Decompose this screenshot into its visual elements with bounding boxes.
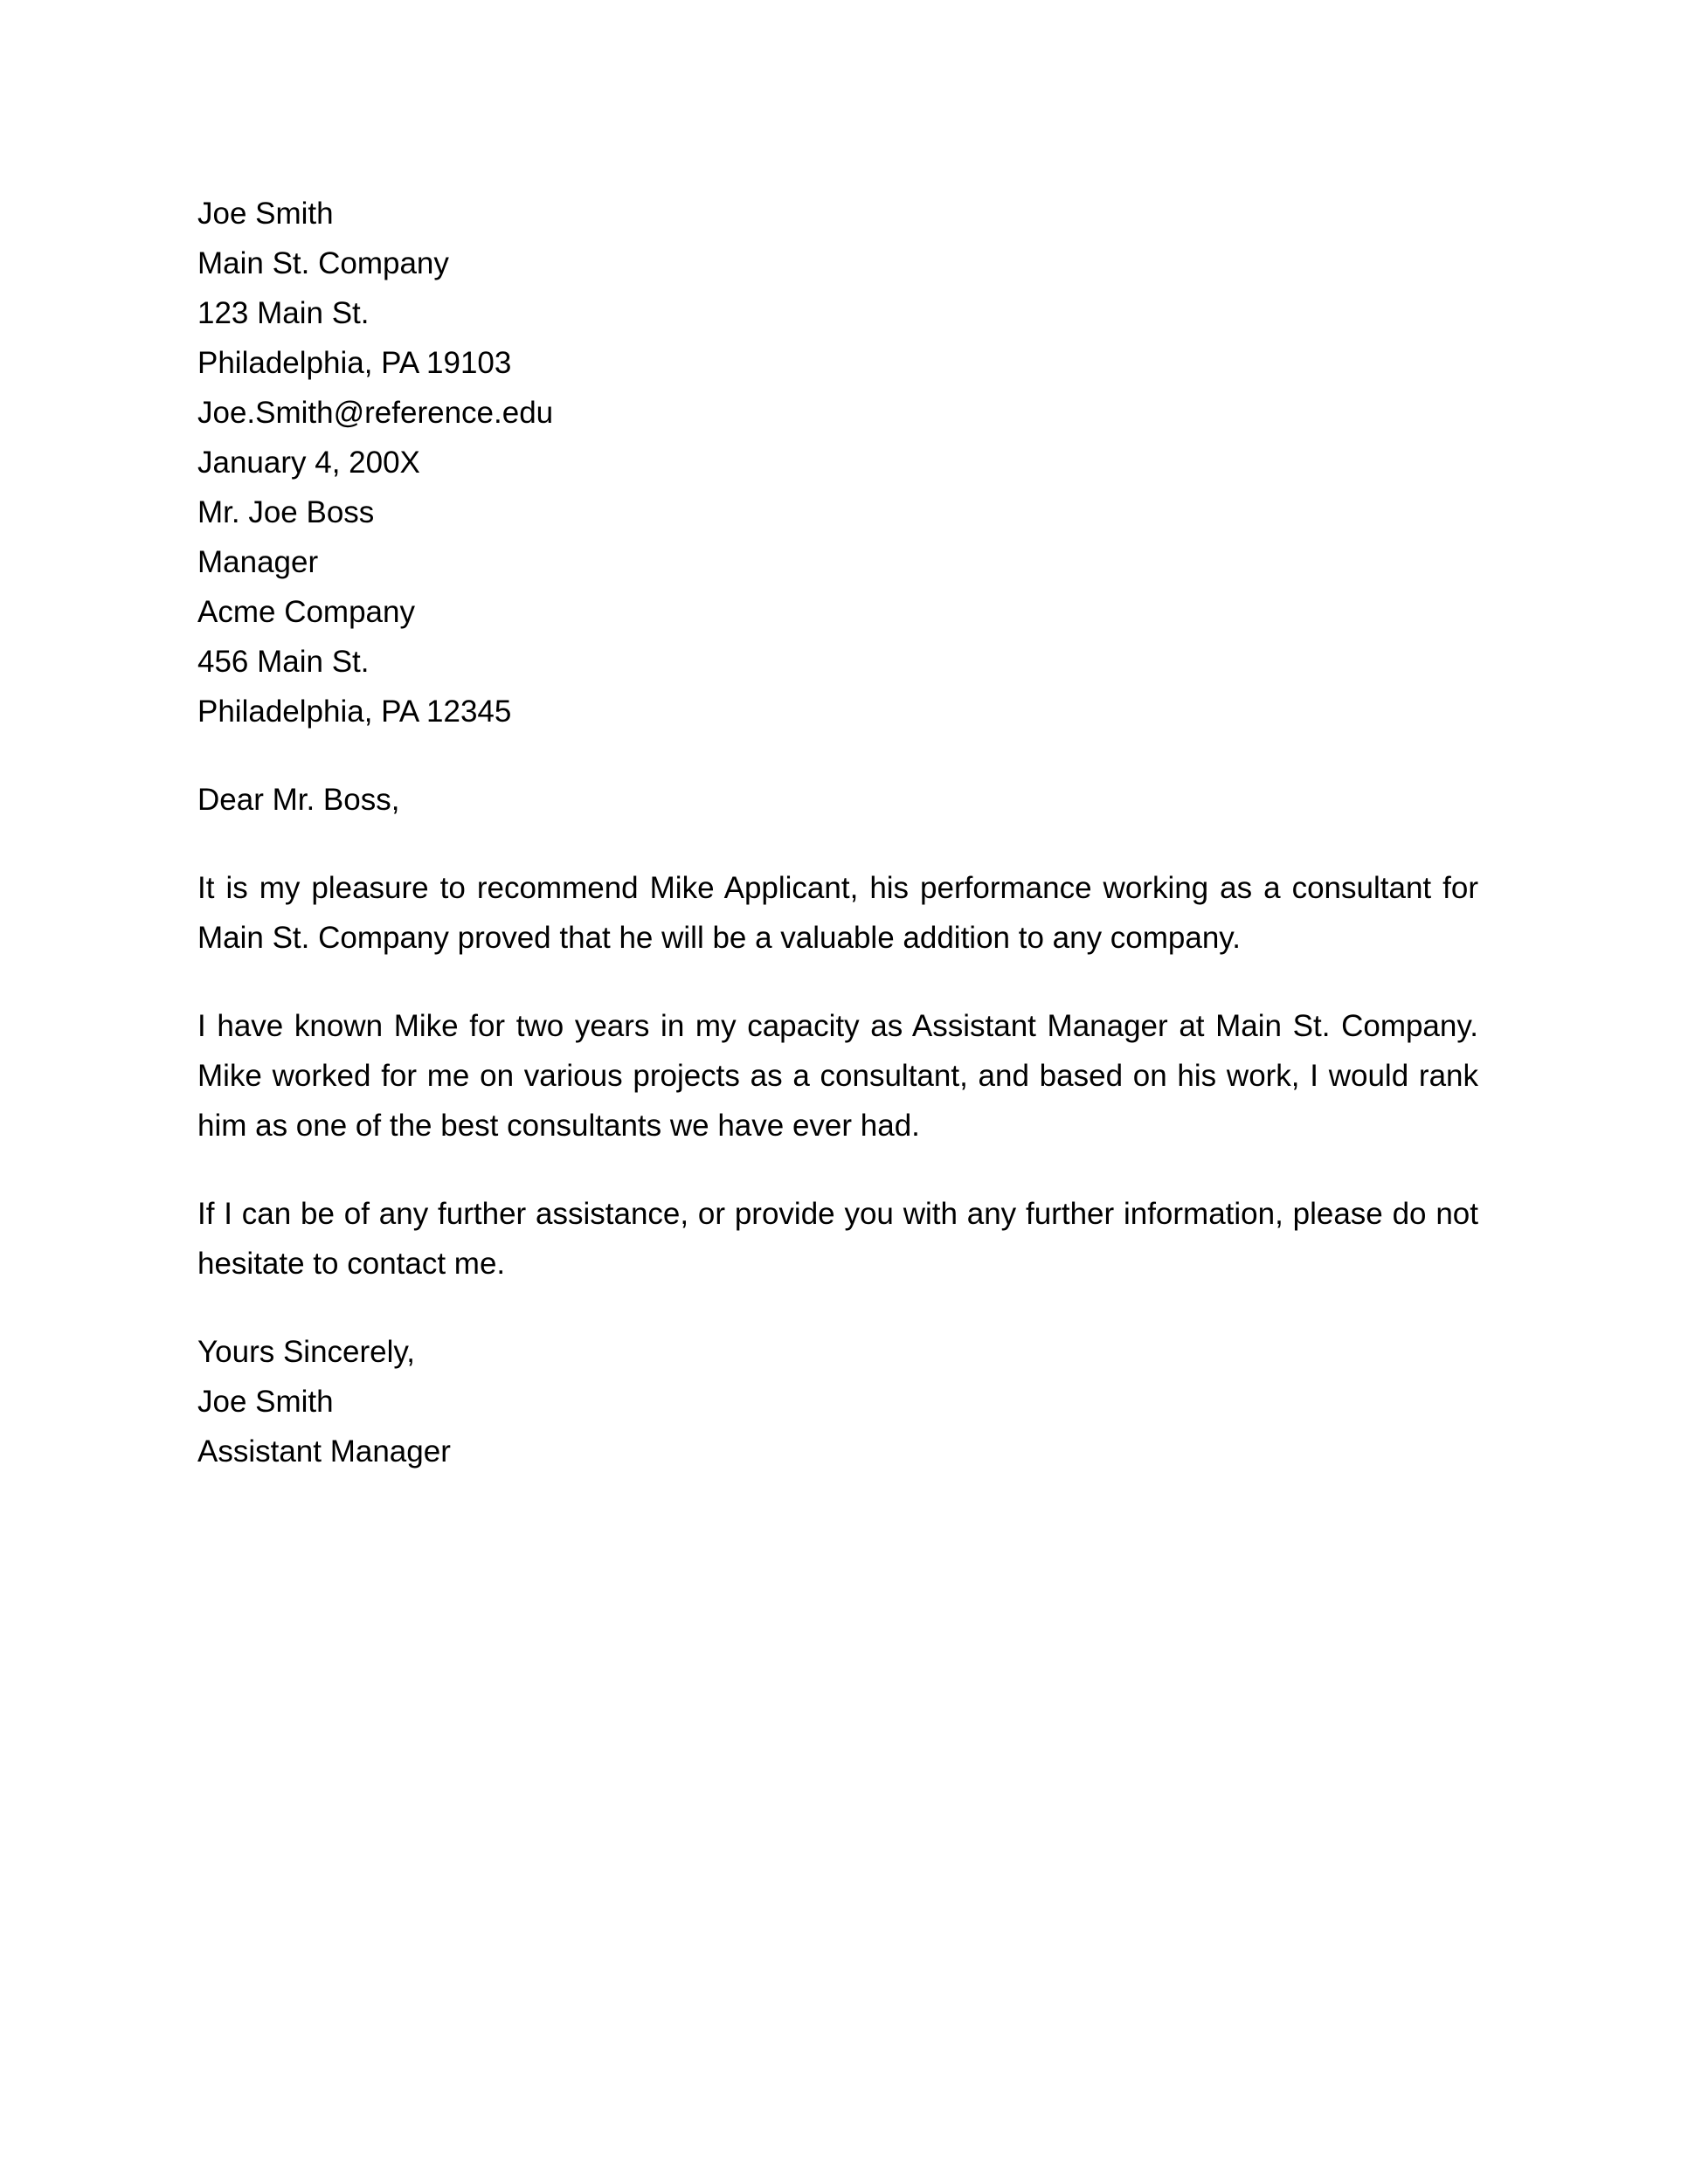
valediction: Yours Sincerely, [197,1335,416,1369]
sender-address-block [197,189,1478,736]
sender-name: Joe Smith [197,197,334,231]
letter-date: January 4, 200X [197,446,420,480]
recipient-title: Manager [197,545,319,579]
sender-company: Main St. Company [197,246,449,280]
salutation: Dear Mr. Boss, [197,783,400,817]
letter-body [197,189,1478,1476]
signer-name: Joe Smith [197,1385,334,1419]
recipient-name: Mr. Joe Boss [197,495,375,529]
recipient-company: Acme Company [197,595,415,629]
body-paragraph-3: If I can be of any further assistance, or provide you with any further information, please do not hesitate to contact me. [197,1197,1478,1281]
sender-street: 123 Main St. [197,296,370,330]
recipient-city: Philadelphia, PA 12345 [197,695,512,729]
sender-city: Philadelphia, PA 19103 [197,346,512,380]
closing-block [197,1327,1478,1476]
sender-email: Joe.Smith@reference.edu [197,396,554,430]
recipient-street: 456 Main St. [197,645,370,679]
body-paragraph-2: I have known Mike for two years in my capacity as Assistant Manager at Main St. Company. Mike worked for me on various projects as a consultant, and based on his work, I would rank him as one of the best consultants we have ever had. [197,1009,1478,1143]
body-paragraph-1: It is my pleasure to recommend Mike Applicant, his performance working as a consultant for Main St. Company proved that he will be a valuable addition to any company. [197,871,1478,955]
signer-title: Assistant Manager [197,1434,451,1469]
